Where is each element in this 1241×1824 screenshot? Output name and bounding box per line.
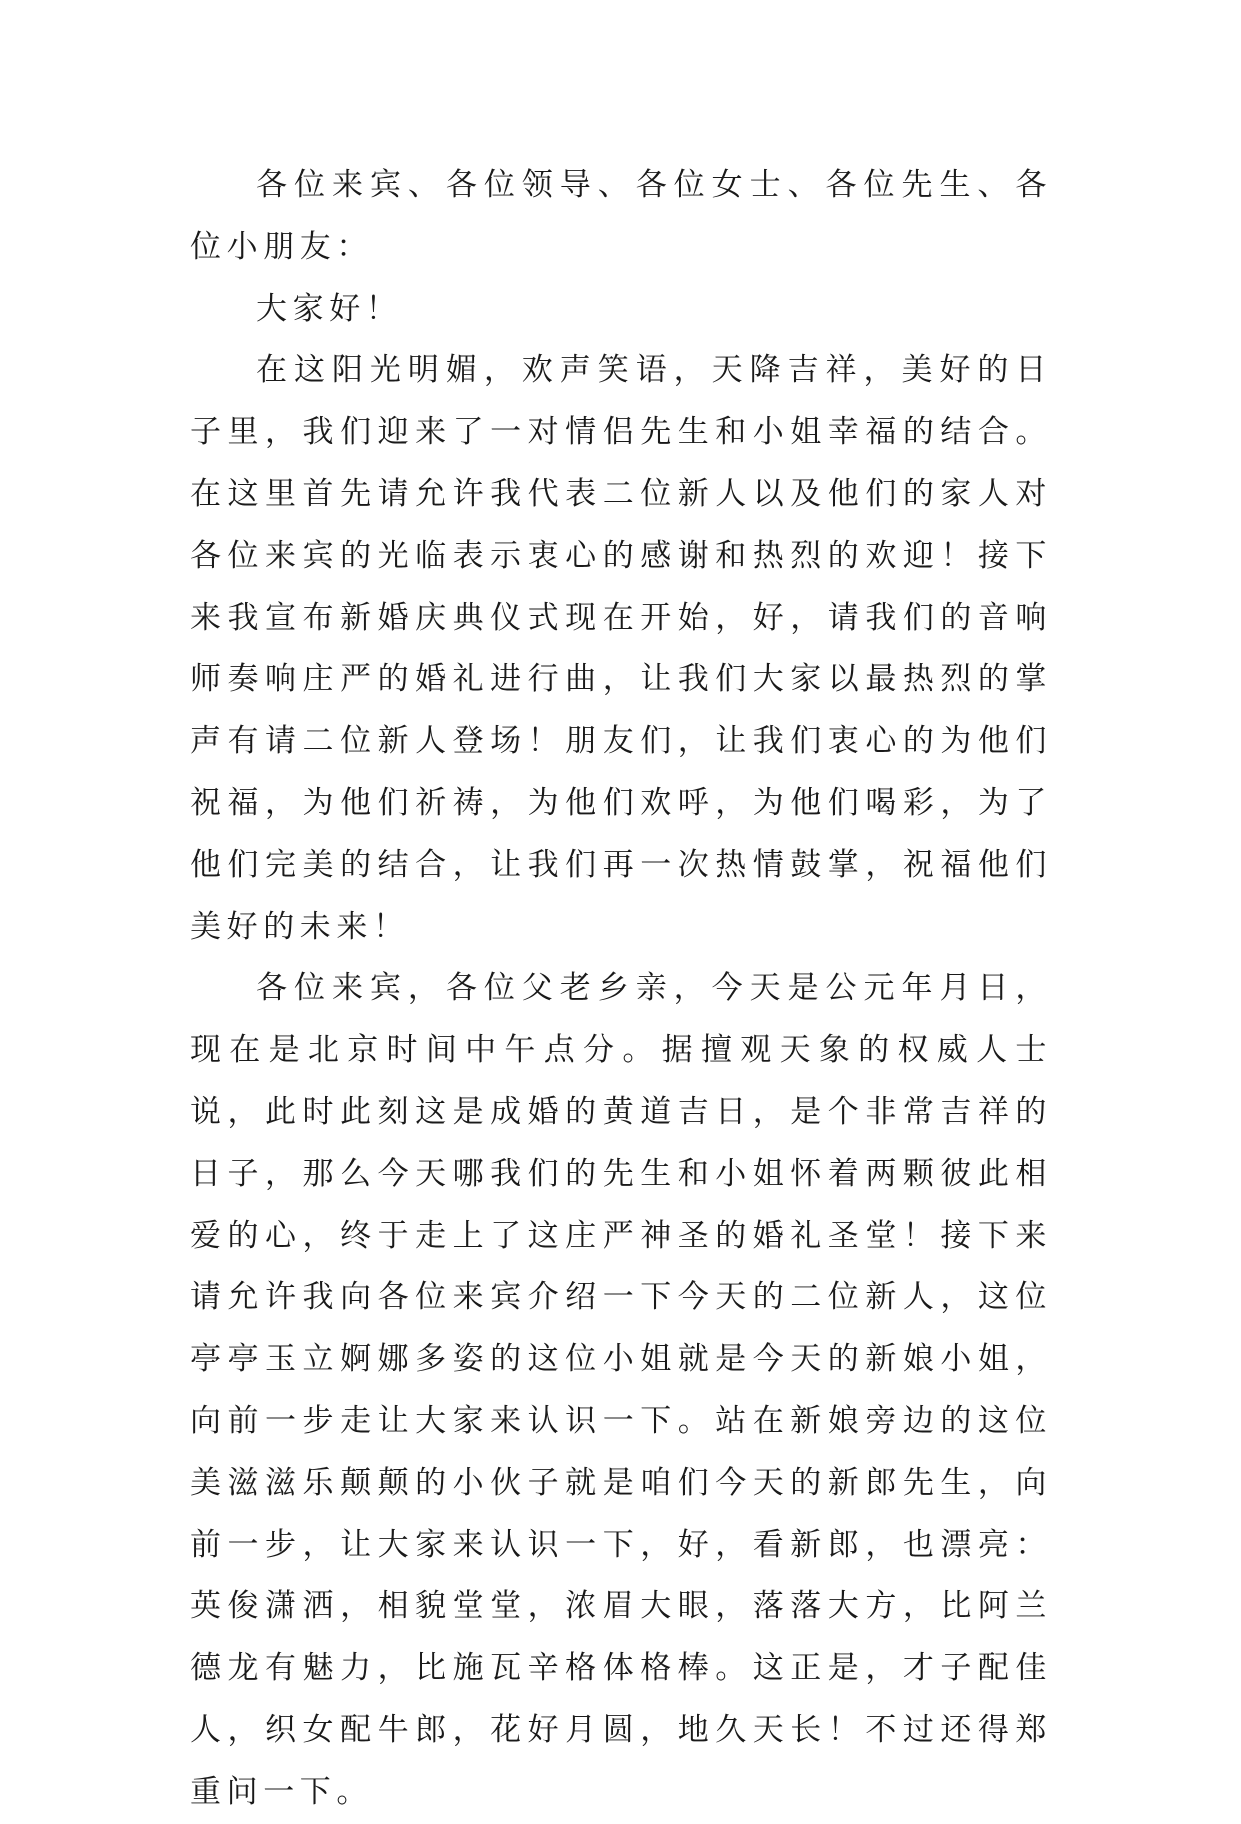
paragraph-greeting-guests: 各位来宾、各位领导、各位女士、各位先生、各位小朋友： bbox=[190, 167, 1052, 265]
paragraph-introduce-couple: 各位来宾，各位父老乡亲，今天是公元年月日，现在是北京时间中午点分。据擅观天象的权威人士说，此时此刻这是成婚的黄道吉日，是个非常吉祥的日子，那么今天哪我们的先生和小姐怀着两颗彼此相爱的心，终于走上了这庄严神圣的婚礼圣堂！接下来请允许我向各位来宾介绍一下今天的二位新人，这位亭亭玉立婀娜多姿的这位小姐就是今天的新娘小姐，向前一步走让大家来认识一下。站在新娘旁边的这位美滋滋乐颠颠的小伙子就是咱们今天的新郎先生，向前一步，让大家来认识一下，好，看新郎，也漂亮：英俊潇洒，相貌堂堂，浓眉大眼，落落大方，比阿兰德龙有魅力，比施瓦辛格体格棒。这正是，才子配佳人，织女配牛郎，花好月圆，地久天长！不过还得郑重问一下。 bbox=[190, 970, 1052, 1810]
paragraph-opening-ceremony: 在这阳光明媚，欢声笑语，天降吉祥，美好的日子里，我们迎来了一对情侣先生和小姐幸福的结合。在这里首先请允许我代表二位新人以及他们的家人对各位来宾的光临表示衷心的感谢和热烈的欢迎！接下来我宣布新婚庆典仪式现在开始，好，请我们的音响师奏响庄严的婚礼进行曲，让我们大家以最热烈的掌声有请二位新人登场！朋友们，让我们衷心的为他们祝福，为他们祈祷，为他们欢呼，为他们喝彩，为了他们完美的结合，让我们再一次热情鼓掌，祝福他们美好的未来！ bbox=[190, 352, 1052, 945]
paragraph-hello: 大家好！ bbox=[256, 290, 403, 327]
document-body bbox=[190, 155, 1052, 1824]
